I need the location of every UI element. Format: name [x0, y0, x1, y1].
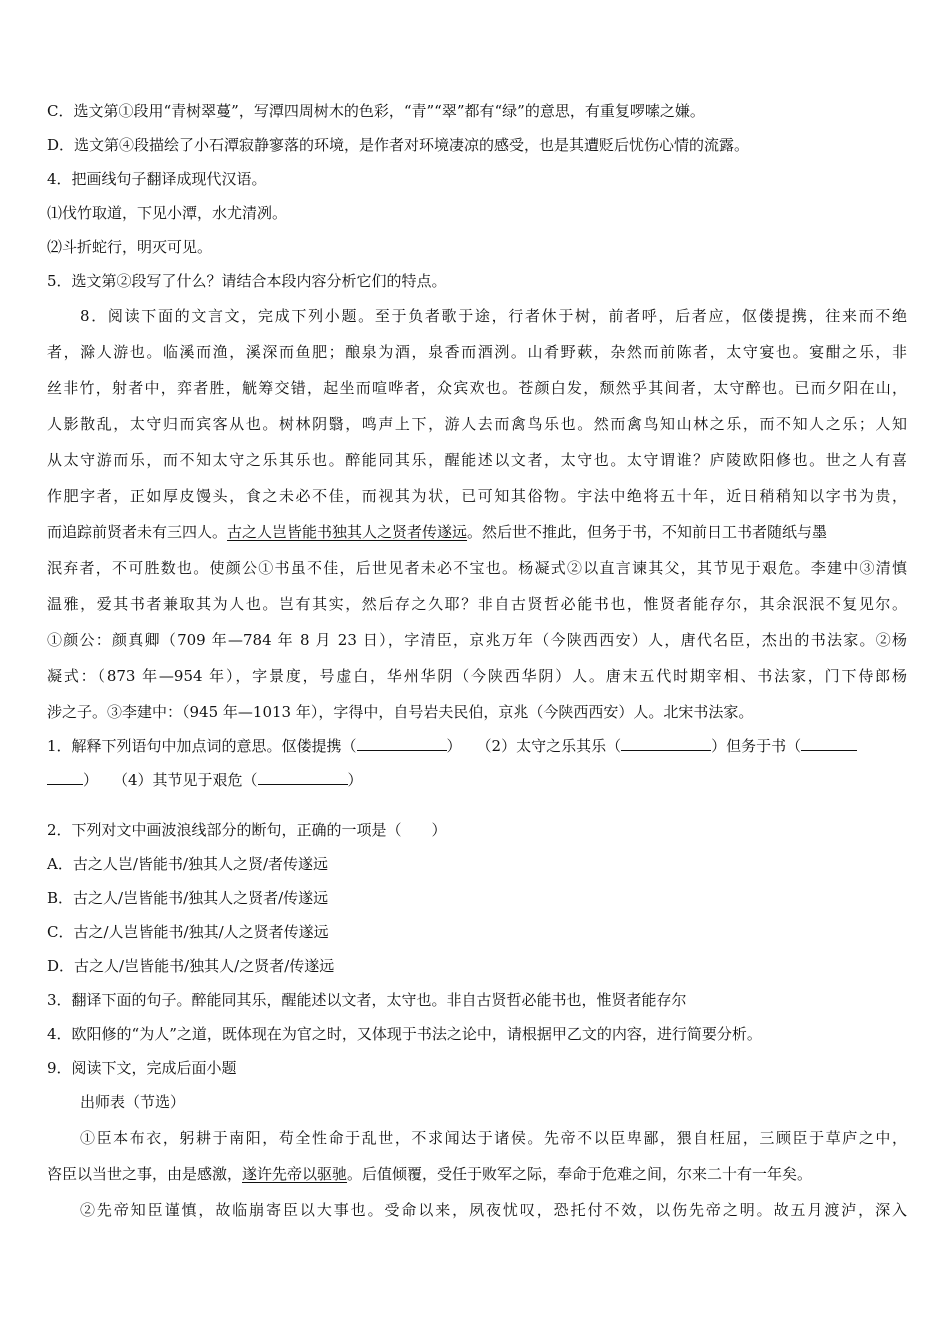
footnote-line: 凝式：（873 年—954 年），字景度，号虚白，华州华阴（今陕西华阴）人。唐末五代时期宰相、书法家，门下侍郎杨: [47, 667, 907, 685]
passage-9-line: ①臣本布衣，躬耕于南阳，苟全性命于乱世，不求闻达于诸侯。先帝不以臣卑鄙，猥自枉屈，三顾臣于草庐之中，: [80, 1129, 907, 1147]
question-9-line: 9．阅读下文，完成后面小题: [47, 1059, 237, 1077]
passage-line: 从太守游而乐，而不知太守之乐其乐也。醉能同其乐，醒能述以文者，太守也。太守谓谁？庐陵欧阳修也。世之人有喜: [47, 451, 907, 469]
sentence-2-line: ⑵斗折蛇行，明灭可见。: [47, 238, 213, 256]
choice-a: A．古之人岂/皆能书/独其人之贤/者传遂远: [47, 855, 328, 873]
subquestion-text: ）但务于书（: [711, 737, 802, 755]
passage-line: 者，滁人游也。临溪而渔，溪深而鱼肥；酿泉为酒，泉香而酒洌。山肴野蔌，杂然而前陈者，太守宴也。宴酣之乐，非: [47, 343, 907, 361]
sentence-1-line: ⑴伐竹取道，下见小潭，水尤清冽。: [47, 204, 288, 222]
passage-9-line: ②先帝知臣谨慎，故临崩寄臣以大事也。受命以来，夙夜忧叹，恐托付不效，以伤先帝之明。故五月渡泸，深入: [80, 1201, 907, 1219]
passage-line: 作肥字者，正如厚皮馒头，食之未必不佳，而视其为状，已可知其俗物。宇法中绝将五十年，近日稍稍知以字书为贵，: [47, 487, 907, 505]
answer-blank[interactable]: [357, 735, 447, 751]
option-d-line: D．选文第④段描绘了小石潭寂静寥落的环境，是作者对环境凄凉的感受，也是其遭贬后忧伤心情的流露。: [47, 136, 750, 154]
passage-text: 。后值倾覆，受任于败军之际，奉命于危难之间，尔来二十有一年矣。: [347, 1165, 813, 1183]
passage-title: 出师表（节选）: [80, 1093, 186, 1111]
footnote-line: 涉之子。③李建中：（945 年—1013 年），字得中，自号岩夫民伯，京兆（今陕西西安）人。北宋书法家。: [47, 703, 754, 721]
question-5-line: 5．选文第②段写了什么？请结合本段内容分析它们的特点。: [47, 272, 447, 290]
subquestion-3-line: 3．翻译下面的句子。醉能同其乐，醒能述以文者，太守也。非自古贤哲必能书也，惟贤者能存尔: [47, 991, 687, 1009]
option-c-line: C．选文第①段用“青树翠蔓”，写潭四周树木的色彩，“青”“翠”都有“绿”的意思，有重复啰嗦之嫌。: [47, 102, 705, 120]
answer-blank[interactable]: [621, 735, 711, 751]
passage-text: 而追踪前贤者未有三四人。: [47, 523, 228, 541]
answer-blank[interactable]: [258, 769, 348, 785]
subquestion-text: ） （2）太守之乐其乐（: [446, 737, 622, 755]
subquestion-2-line: 2．下列对文中画波浪线部分的断句，正确的一项是（ ）: [47, 821, 447, 839]
subquestion-text: ） （4）其节见于艰危（: [83, 771, 258, 789]
passage-line: 泯弃者，不可胜数也。使颜公①书虽不佳，后世见者未必不宝也。杨凝式②以直言谏其父，其节见于艰危。李建中③清慎: [47, 559, 907, 577]
passage-line: 丝非竹，射者中，弈者胜，觥筹交错，起坐而喧哗者，众宾欢也。苍颜白发，颓然乎其间者，太守醉也。已而夕阳在山，: [47, 379, 907, 397]
passage-line: 人影散乱，太守归而宾客从也。树林阴翳，鸣声上下，游人去而禽鸟乐也。然而禽鸟知山林之乐，而不知人之乐；人知: [47, 415, 907, 433]
subquestion-4-line: 4．欧阳修的“为人”之道，既体现在为官之时，又体现于书法之论中，请根据甲乙文的内容，进行简要分析。: [47, 1025, 762, 1043]
subquestion-1-line: [47, 735, 857, 757]
answer-blank[interactable]: [801, 735, 857, 751]
subquestion-text: ）: [347, 771, 363, 789]
underlined-text: 遂许先帝以驱驰: [242, 1165, 348, 1183]
subquestion-text: 1．解释下列语句中加点词的意思。伛偻提携（: [47, 737, 357, 755]
passage-line: 温雅，爱其书者兼取其为人也。岂有其实，然后存之久耶？非自古贤哲必能书也，惟贤者能存尔，其余泯泯不复见尔。: [47, 595, 907, 613]
passage-line: [47, 521, 827, 543]
passage-9-line: [47, 1163, 812, 1185]
passage-text: 。然后世不推此，但务于书，不知前日工书者随纸与墨: [467, 523, 828, 541]
choice-d: D．古之人/岂皆能书/独其人/之贤者/传遂远: [47, 957, 335, 975]
answer-blank[interactable]: [47, 769, 83, 785]
wavy-underlined-text: 古之人岂皆能书独其人之贤者传遂远: [227, 523, 468, 541]
question-4-line: 4．把画线句子翻译成现代汉语。: [47, 170, 267, 188]
passage-8-line: 8．阅读下面的文言文，完成下列小题。至于负者歌于途，行者休于树，前者呼，后者应，伛偻提携，往来而不绝: [80, 307, 907, 325]
subquestion-1-line-cont: [47, 769, 363, 791]
passage-text: 咨臣以当世之事，由是感激，: [47, 1165, 243, 1183]
choice-c: C．古之/人岂皆能书/独其/人之贤者传遂远: [47, 923, 329, 941]
choice-b: B．古之人/岂皆能书/独其人之贤者/传遂远: [47, 889, 329, 907]
footnote-line: ①颜公：颜真卿（709 年—784 年 8 月 23 日），字清臣，京兆万年（今陕西西安）人，唐代名臣，杰出的书法家。②杨: [47, 631, 907, 649]
